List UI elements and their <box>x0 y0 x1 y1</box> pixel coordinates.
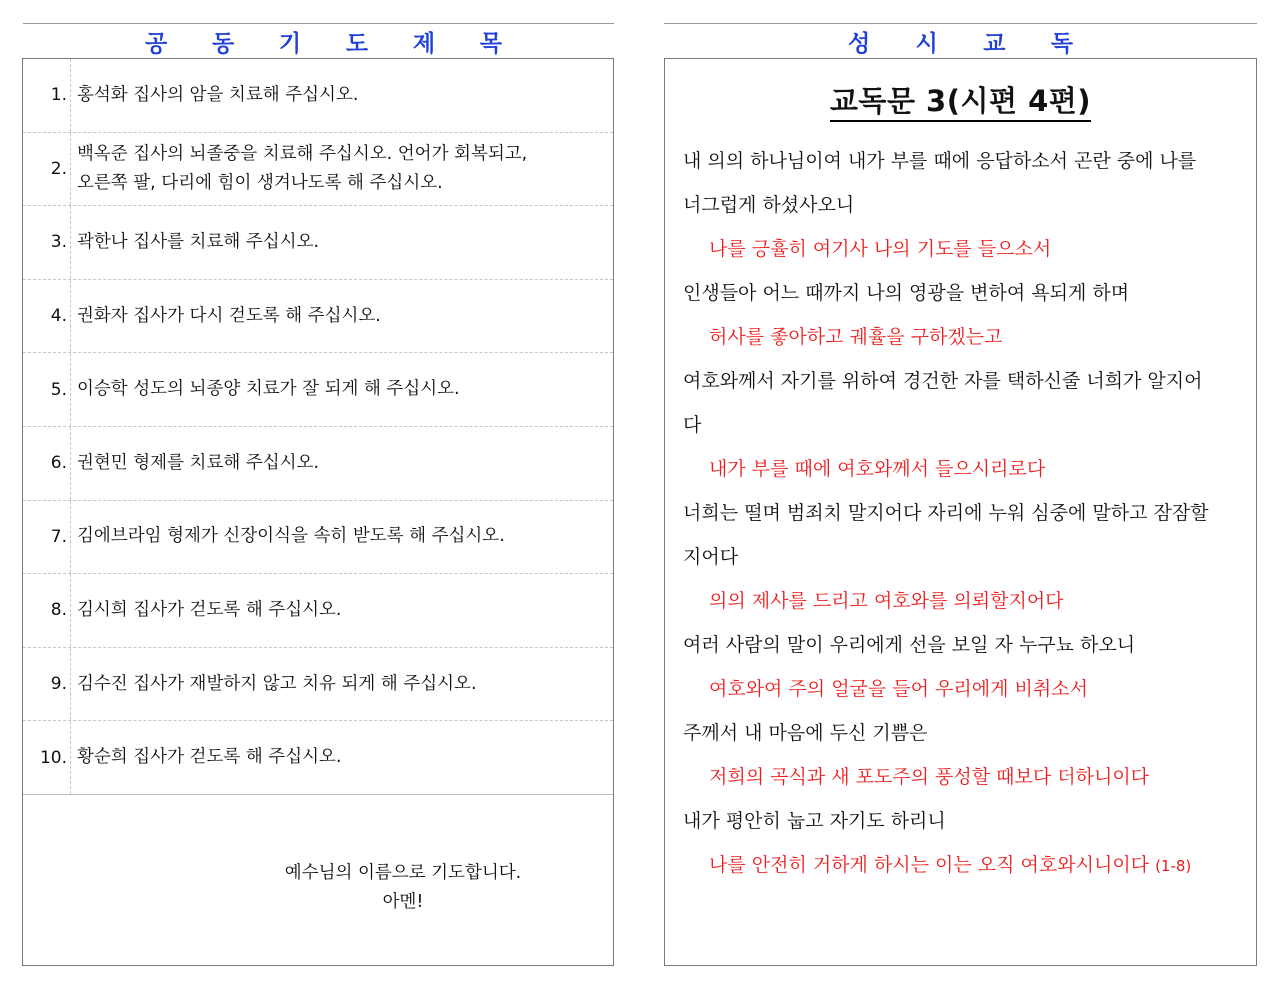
response-line <box>683 227 1244 271</box>
prayer-item <box>23 59 613 133</box>
prayer-item-number: 4. <box>23 280 71 353</box>
prayer-item-line: 김에브라임 형제가 신장이식을 속히 받도록 해 주십시오. <box>77 526 505 547</box>
reading-line-text: 저희의 곡식과 새 포도주의 풍성할 때보다 더하니이다 <box>709 766 1150 788</box>
prayer-item-line: 곽한나 집사를 치료해 주십시오. <box>77 231 320 252</box>
reading-line <box>683 183 1244 227</box>
reading-section-header <box>664 23 1257 57</box>
reading-line-text: 내가 평안히 눕고 자기도 하리니 <box>683 810 946 832</box>
prayer-item-number: 5. <box>23 353 71 426</box>
response-line <box>683 667 1244 711</box>
verse-reference: (1-8) <box>1155 857 1192 875</box>
closing-prayer <box>23 859 613 917</box>
prayer-title-char: 기 <box>278 30 302 57</box>
prayer-item-line: 권화자 집사가 다시 걷도록 해 주십시오. <box>77 305 381 326</box>
prayer-item <box>23 501 613 575</box>
reading-line-text: 너희는 떨며 범죄치 말지어다 자리에 누워 심중에 말하고 잠잠할 <box>683 502 1209 524</box>
reading-line <box>683 271 1244 315</box>
reading-line-text: 내 의의 하나님이여 내가 부를 때에 응답하소서 곤란 중에 나를 <box>683 150 1197 172</box>
prayer-item-number: 10. <box>23 721 71 794</box>
prayer-list <box>23 59 613 795</box>
response-line <box>683 315 1244 359</box>
prayer-item-number: 7. <box>23 501 71 574</box>
prayer-item <box>23 574 613 648</box>
prayer-item-text <box>71 302 381 331</box>
prayer-item-line: 권현민 형제를 치료해 주십시오. <box>77 452 320 473</box>
reading-line <box>683 359 1244 403</box>
prayer-item-line: 황순희 집사가 걷도록 해 주십시오. <box>77 747 342 768</box>
prayer-item-number: 1. <box>23 59 71 132</box>
reading-line-text: 여호와여 주의 얼굴을 들어 우리에게 비취소서 <box>709 678 1088 700</box>
prayer-item-text <box>71 522 505 551</box>
reading-text <box>683 139 1244 887</box>
reading-line <box>683 403 1244 447</box>
prayer-title-char: 동 <box>211 30 235 57</box>
prayer-item-line: 이승학 성도의 뇌종양 치료가 잘 되게 해 주십시오. <box>77 379 460 400</box>
response-line <box>683 755 1244 799</box>
prayer-item-text <box>71 228 319 257</box>
prayer-section-title <box>23 24 614 58</box>
prayer-item <box>23 648 613 722</box>
reading-line-text: 지어다 <box>683 546 739 568</box>
reading-line <box>683 491 1244 535</box>
prayer-title-char: 제 <box>412 30 436 57</box>
reading-line-text: 내가 부를 때에 여호와께서 들으시리로다 <box>709 458 1046 480</box>
prayer-item-number: 2. <box>23 133 71 206</box>
prayer-item <box>23 280 613 354</box>
prayer-title-char: 목 <box>479 30 502 57</box>
prayer-item-text <box>71 743 341 772</box>
prayer-item-number: 8. <box>23 574 71 647</box>
prayer-section-header <box>23 23 614 57</box>
prayer-item-line: 오른쪽 팔, 다리에 힘이 생겨나도록 해 주십시오. <box>77 172 443 193</box>
prayer-item-number: 3. <box>23 206 71 279</box>
amen-line: 아멘! <box>382 892 424 912</box>
reading-line <box>683 711 1244 755</box>
reading-line-text: 여호와께서 자기를 위하여 경건한 자를 택하신줄 너희가 알지어 <box>683 370 1203 392</box>
reading-title-char: 시 <box>915 30 938 57</box>
reading-heading-text: 교독문 3(시편 4편) <box>830 84 1091 122</box>
prayer-item-number: 9. <box>23 648 71 721</box>
prayer-item-line: 백옥준 집사의 뇌졸중을 치료해 주십시오. 언어가 회복되고, <box>77 143 528 164</box>
prayer-title-char: 도 <box>345 30 369 57</box>
prayer-item-text <box>71 596 341 625</box>
reading-line-text: 나를 안전히 거하게 하시는 이는 오직 여호와시니이다 <box>709 854 1150 876</box>
prayer-item <box>23 427 613 501</box>
reading-section-title <box>664 24 1257 58</box>
prayer-panel <box>22 58 614 966</box>
reading-line-text: 여러 사람의 말이 우리에게 선을 보일 자 누구뇨 하오니 <box>683 634 1136 656</box>
reading-panel <box>664 58 1257 966</box>
response-line <box>683 579 1244 623</box>
reading-line <box>683 535 1244 579</box>
prayer-item-text <box>71 140 527 198</box>
prayer-item-line: 김수진 집사가 재발하지 않고 치유 되게 해 주십시오. <box>77 673 477 694</box>
prayer-item <box>23 133 613 207</box>
reading-line-text: 다 <box>683 414 702 436</box>
reading-line-text: 인생들아 어느 때까지 나의 영광을 변하여 욕되게 하며 <box>683 282 1130 304</box>
prayer-item-text <box>71 81 358 110</box>
reading-line-text: 나를 긍휼히 여기사 나의 기도를 들으소서 <box>709 238 1052 260</box>
prayer-item-number: 6. <box>23 427 71 500</box>
reading-line <box>683 799 1244 843</box>
prayer-item-text <box>71 449 319 478</box>
reading-line-text: 주께서 내 마음에 두신 기쁨은 <box>683 722 928 744</box>
response-line <box>683 843 1244 887</box>
prayer-item <box>23 353 613 427</box>
reading-title-char: 독 <box>1050 30 1073 57</box>
prayer-item <box>23 721 613 795</box>
prayer-item-line: 홍석화 집사의 암을 치료해 주십시오. <box>77 84 359 105</box>
reading-title-char: 교 <box>983 30 1006 57</box>
reading-line-text: 의의 제사를 드리고 여호와를 의뢰할지어다 <box>709 590 1064 612</box>
prayer-item <box>23 206 613 280</box>
prayer-title-char: 공 <box>145 30 168 57</box>
prayer-item-text <box>71 375 460 404</box>
closing-line: 예수님의 이름으로 기도합니다. <box>284 863 522 883</box>
reading-line-text: 너그럽게 하셨사오니 <box>683 194 855 216</box>
reading-line <box>683 623 1244 667</box>
reading-heading <box>665 79 1256 120</box>
reading-line-text: 허사를 좋아하고 궤휼을 구하겠는고 <box>709 326 1003 348</box>
prayer-item-line: 김시희 집사가 걷도록 해 주십시오. <box>77 599 342 620</box>
reading-line <box>683 139 1244 183</box>
reading-title-char: 성 <box>848 30 871 57</box>
response-line <box>683 447 1244 491</box>
prayer-item-text <box>71 670 477 699</box>
